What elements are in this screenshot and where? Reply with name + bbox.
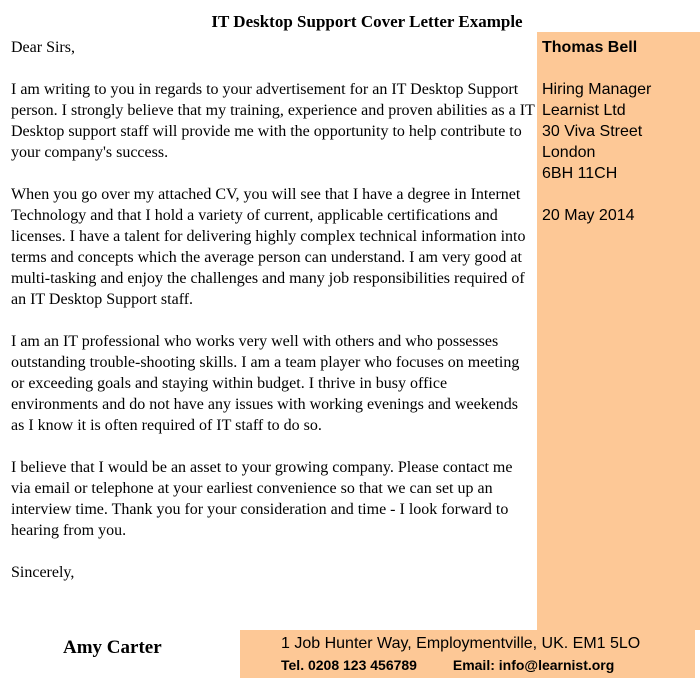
- footer-contact: [281, 656, 614, 674]
- footer-email: Email: info@learnist.org: [452, 657, 615, 673]
- recipient-line: 6BH 11CH: [542, 165, 618, 182]
- recipient-line: Hiring Manager: [542, 81, 652, 98]
- footer-telephone: Tel. 0208 123 456789: [281, 657, 417, 673]
- letter-body: [11, 37, 535, 583]
- letter-paragraph-2: When you go over my attached CV, you will see that I have a degree in Internet Technology and that I hold a variety of current, applicable certifications and licenses. I have a talent for delivering highly complex technical information into terms and concepts which the average person can understand. I am very good at multi-tasking and enjoy the challenges and many job responsibilities required of an IT Desktop Support staff.: [11, 186, 526, 308]
- letter-paragraph-1: I am writing to you in regards to your advertisement for an IT Desktop Support person. I strongly believe that my training, experience and proven abilities as a IT Desktop support staff will provide me with the opportunity to help contribute to your company's success.: [11, 81, 535, 161]
- recipient-address: [542, 79, 651, 184]
- footer-address: 1 Job Hunter Way, Employmentville, UK. EM1 5LO: [281, 635, 641, 652]
- letter-greeting: Dear Sirs,: [11, 39, 75, 56]
- recipient-line: London: [542, 144, 596, 161]
- letter-date: 20 May 2014: [542, 207, 635, 224]
- letter-paragraph-3: I am an IT professional who works very well with others and who possesses outstanding trouble-shooting skills. I am a team player who focuses on meeting or exceeding goals and staying within budget. I thrive in busy office environments and do not have any issues with working evenings and weekends as I know it is often required of IT staff to do so.: [11, 333, 520, 434]
- recipient-line: 30 Viva Street: [542, 123, 643, 140]
- recipient-line: Learnist Ltd: [542, 102, 626, 119]
- sender-name: Thomas Bell: [542, 39, 638, 56]
- letter-paragraph-4: I believe that I would be an asset to your growing company. Please contact me via email or telephone at your earliest convenience so that we can set up an interview time. Thank you for your consideration and time - I look forward to hearing from you.: [11, 459, 513, 539]
- signature-name: Amy Carter: [63, 637, 162, 658]
- letter-closing: Sincerely,: [11, 564, 75, 581]
- page-title: IT Desktop Support Cover Letter Example: [211, 12, 523, 31]
